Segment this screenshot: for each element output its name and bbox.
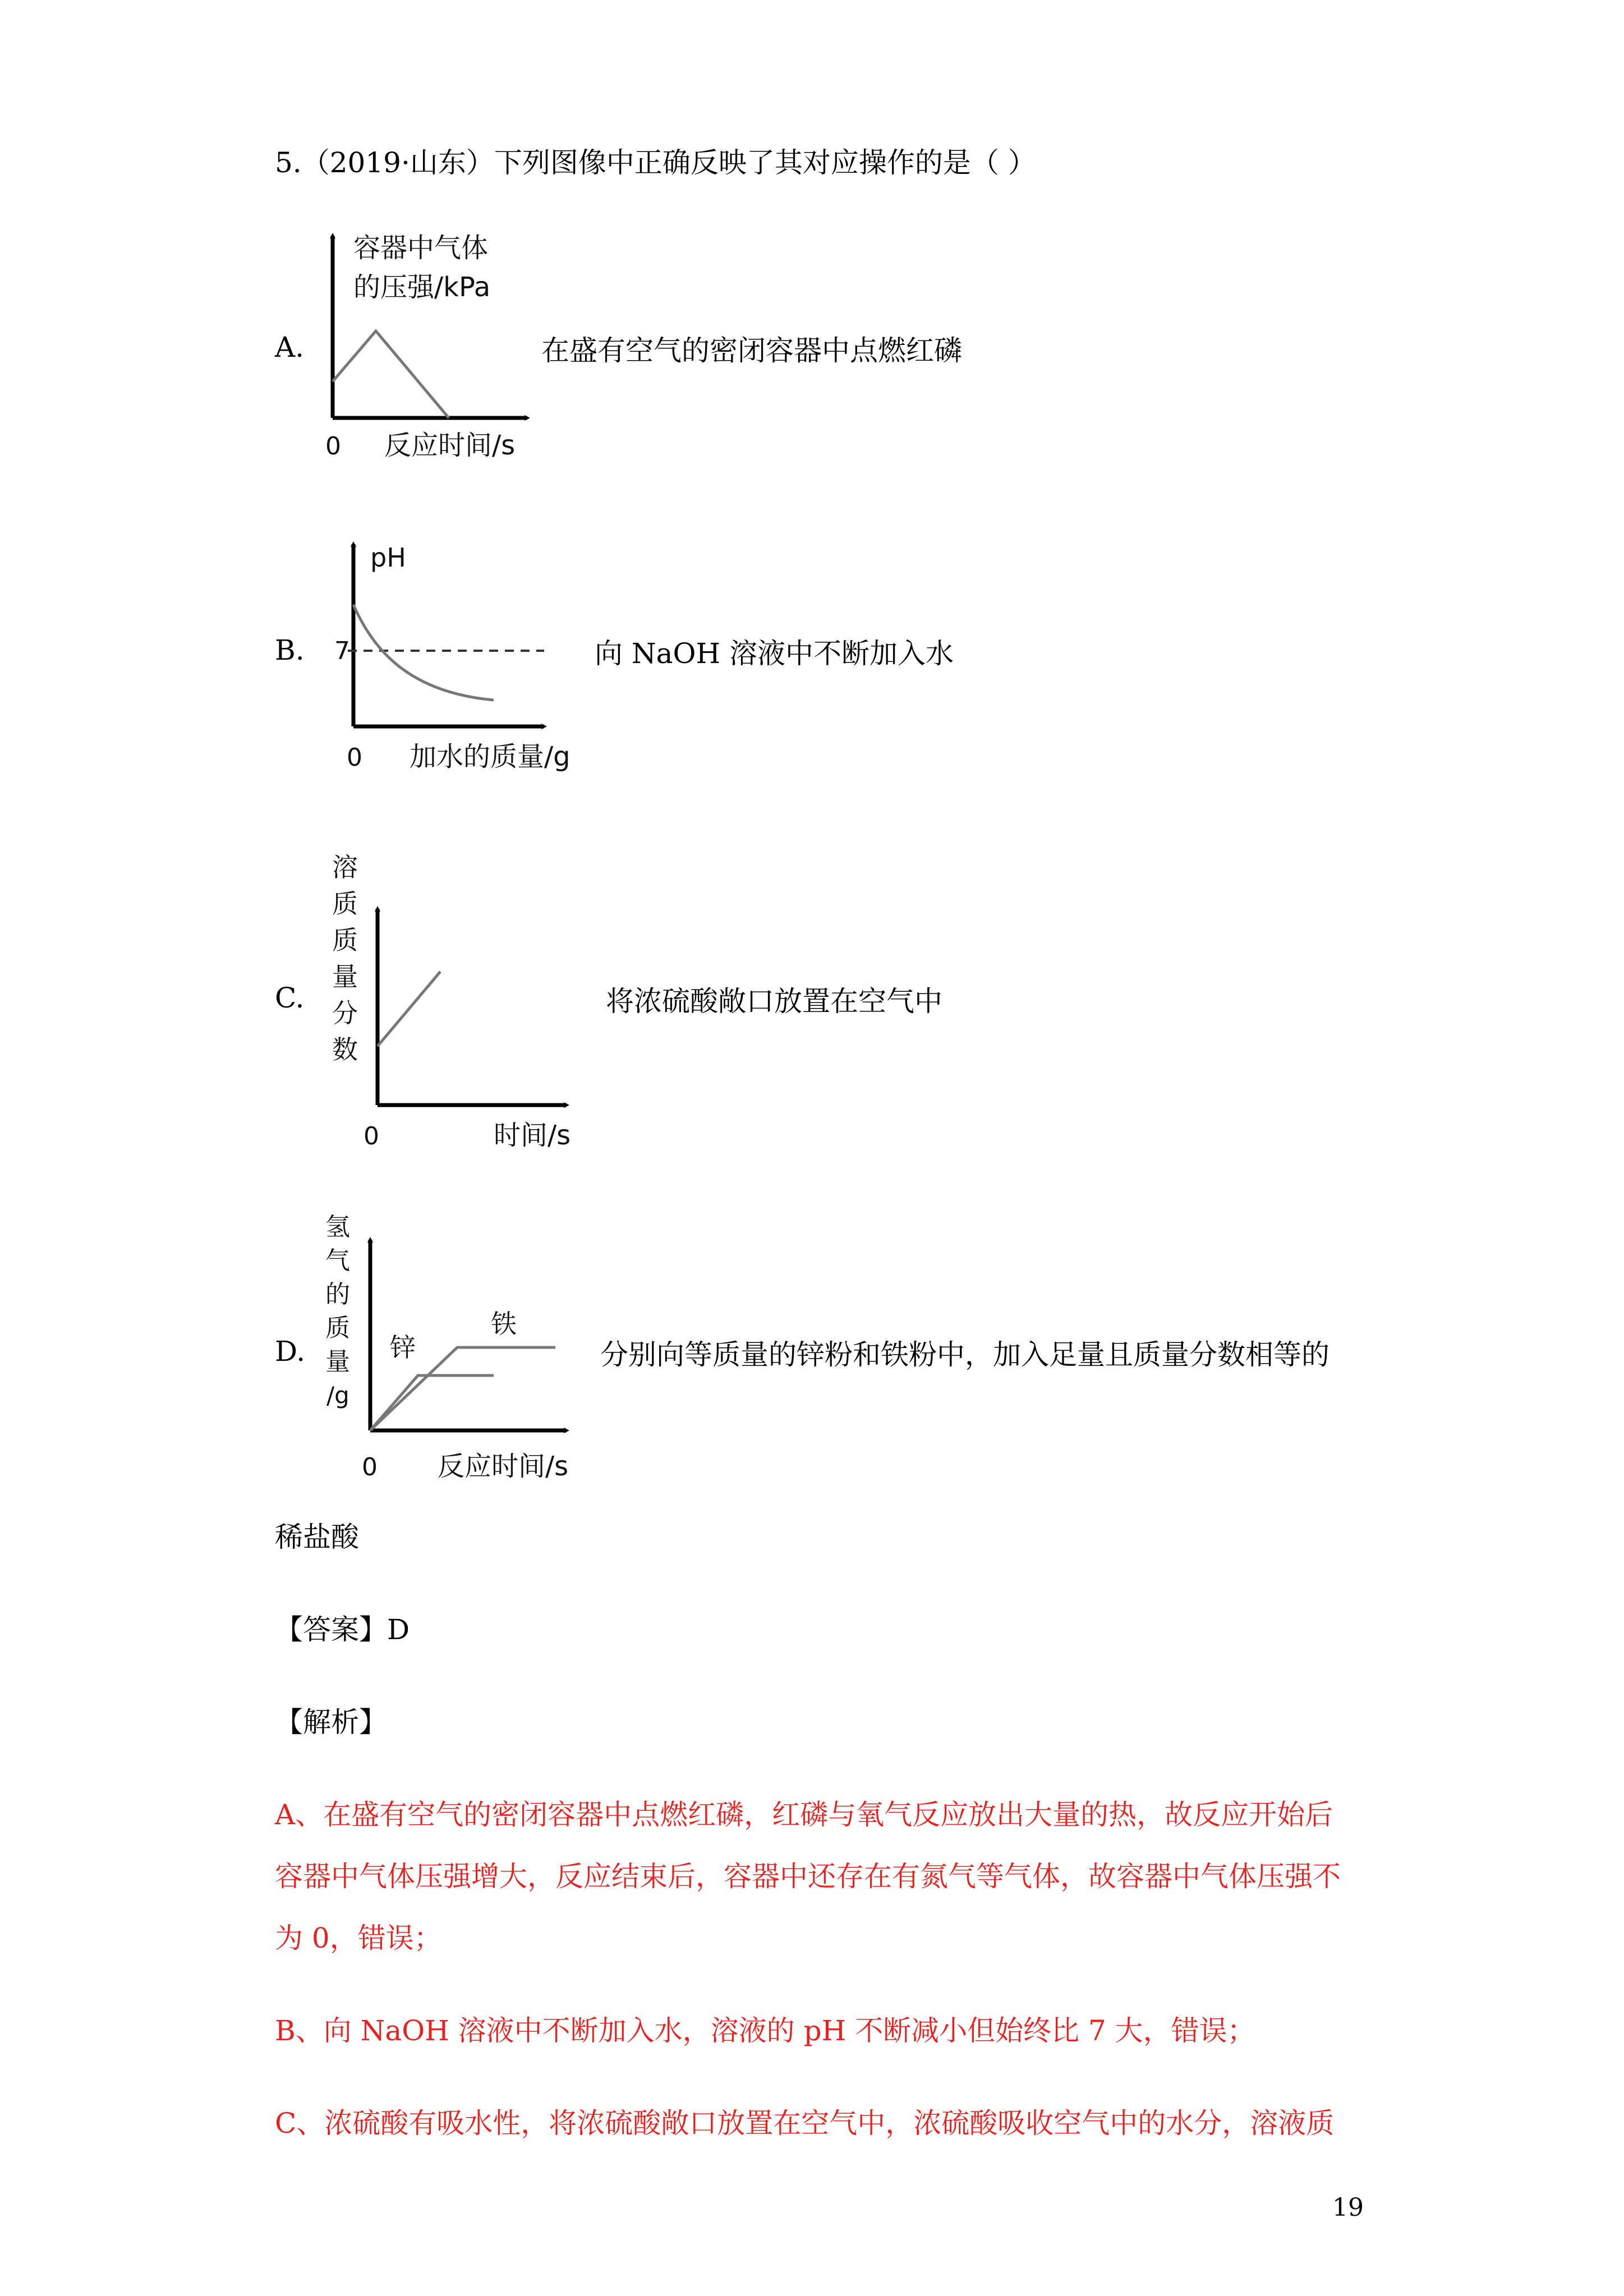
- option-b-text: 向 NaOH 溶液中不断加入水: [595, 637, 954, 670]
- y-axis-label-char: 质: [325, 1314, 350, 1342]
- analysis-line: 为 0，错误；: [275, 1922, 442, 1954]
- y-axis-label-char: 氢: [325, 1213, 350, 1241]
- answer-label: 【答案】: [275, 1613, 387, 1646]
- option-b-graph: [314, 533, 606, 780]
- x-axis-label: 加水的质量/g: [410, 741, 571, 772]
- y-axis-label-char: 质: [332, 889, 358, 919]
- zinc-label: 锌: [390, 1332, 416, 1363]
- y-axis-label-char: 量: [332, 961, 358, 992]
- option-b-letter: B.: [275, 634, 305, 666]
- y-axis-label-line2: 的压强/kPa: [353, 272, 491, 303]
- pressure-curve: [333, 331, 449, 418]
- option-d-letter: D.: [275, 1335, 306, 1368]
- option-c-letter: C.: [275, 982, 305, 1014]
- analysis-label: 【解析】: [275, 1706, 387, 1738]
- option-d-text-continued: 稀盐酸: [275, 1521, 359, 1553]
- question-stem: 5.（2019·山东）下列图像中正确反映了其对应操作的是（ ）: [275, 146, 1036, 179]
- y-axis-label-char: 分: [332, 998, 358, 1028]
- option-d-text: 分别向等质量的锌粉和铁粉中，加入足量且质量分数相等的: [600, 1338, 1329, 1371]
- x-axis-label: 反应时间/s: [438, 1451, 569, 1482]
- y-axis-label-char: /g: [326, 1382, 349, 1409]
- y-axis-label-char: 的: [325, 1280, 350, 1309]
- y-axis-label-char: 溶: [332, 852, 358, 882]
- option-c-text: 将浓硫酸敞口放置在空气中: [606, 985, 942, 1018]
- zinc-line: [370, 1375, 494, 1430]
- option-a-letter: A.: [275, 331, 305, 364]
- mass-fraction-line: [378, 972, 440, 1046]
- x-axis-label: 时间/s: [494, 1120, 571, 1151]
- origin-label: 0: [347, 743, 362, 772]
- analysis-line: 容器中气体压强增大，反应结束后，容器中还存在有氮气等气体，故容器中气体压强不: [275, 1860, 1341, 1893]
- origin-label: 0: [325, 432, 341, 461]
- y-axis-label-char: 气: [325, 1246, 350, 1275]
- option-d-graph: [320, 1206, 589, 1509]
- origin-label: 0: [364, 1122, 379, 1151]
- analysis-line: B、向 NaOH 溶液中不断加入水，溶液的 pH 不断减小但始终比 7 大，错误；: [275, 2014, 1255, 2047]
- y-axis-label: pH: [370, 542, 406, 573]
- origin-label: 0: [362, 1453, 378, 1481]
- iron-label: 铁: [491, 1309, 517, 1339]
- y-axis-label-char: 质: [332, 925, 358, 955]
- page-number: 19: [1332, 2193, 1364, 2222]
- answer-value: D: [387, 1613, 410, 1646]
- analysis-line: A、在盛有空气的密闭容器中点燃红磷，红磷与氧气反应放出大量的热，故反应开始后: [275, 1798, 1333, 1831]
- y-axis-label-char: 数: [332, 1034, 358, 1065]
- analysis-line: C、浓硫酸有吸水性，将浓硫酸敞口放置在空气中，浓硫酸吸收空气中的水分，溶液质: [275, 2107, 1335, 2139]
- x-axis-label: 反应时间/s: [384, 430, 516, 461]
- option-c-graph: [320, 847, 589, 1161]
- y-axis-label-line1: 容器中气体: [353, 232, 489, 264]
- option-a-graph: [303, 224, 595, 471]
- y-axis-label-char: 量: [325, 1347, 350, 1376]
- ph-curve: [353, 605, 494, 700]
- option-a-text: 在盛有空气的密闭容器中点燃红磷: [541, 334, 962, 367]
- answer-line: [275, 1607, 410, 1648]
- ph7-tick-label: 7: [334, 637, 350, 665]
